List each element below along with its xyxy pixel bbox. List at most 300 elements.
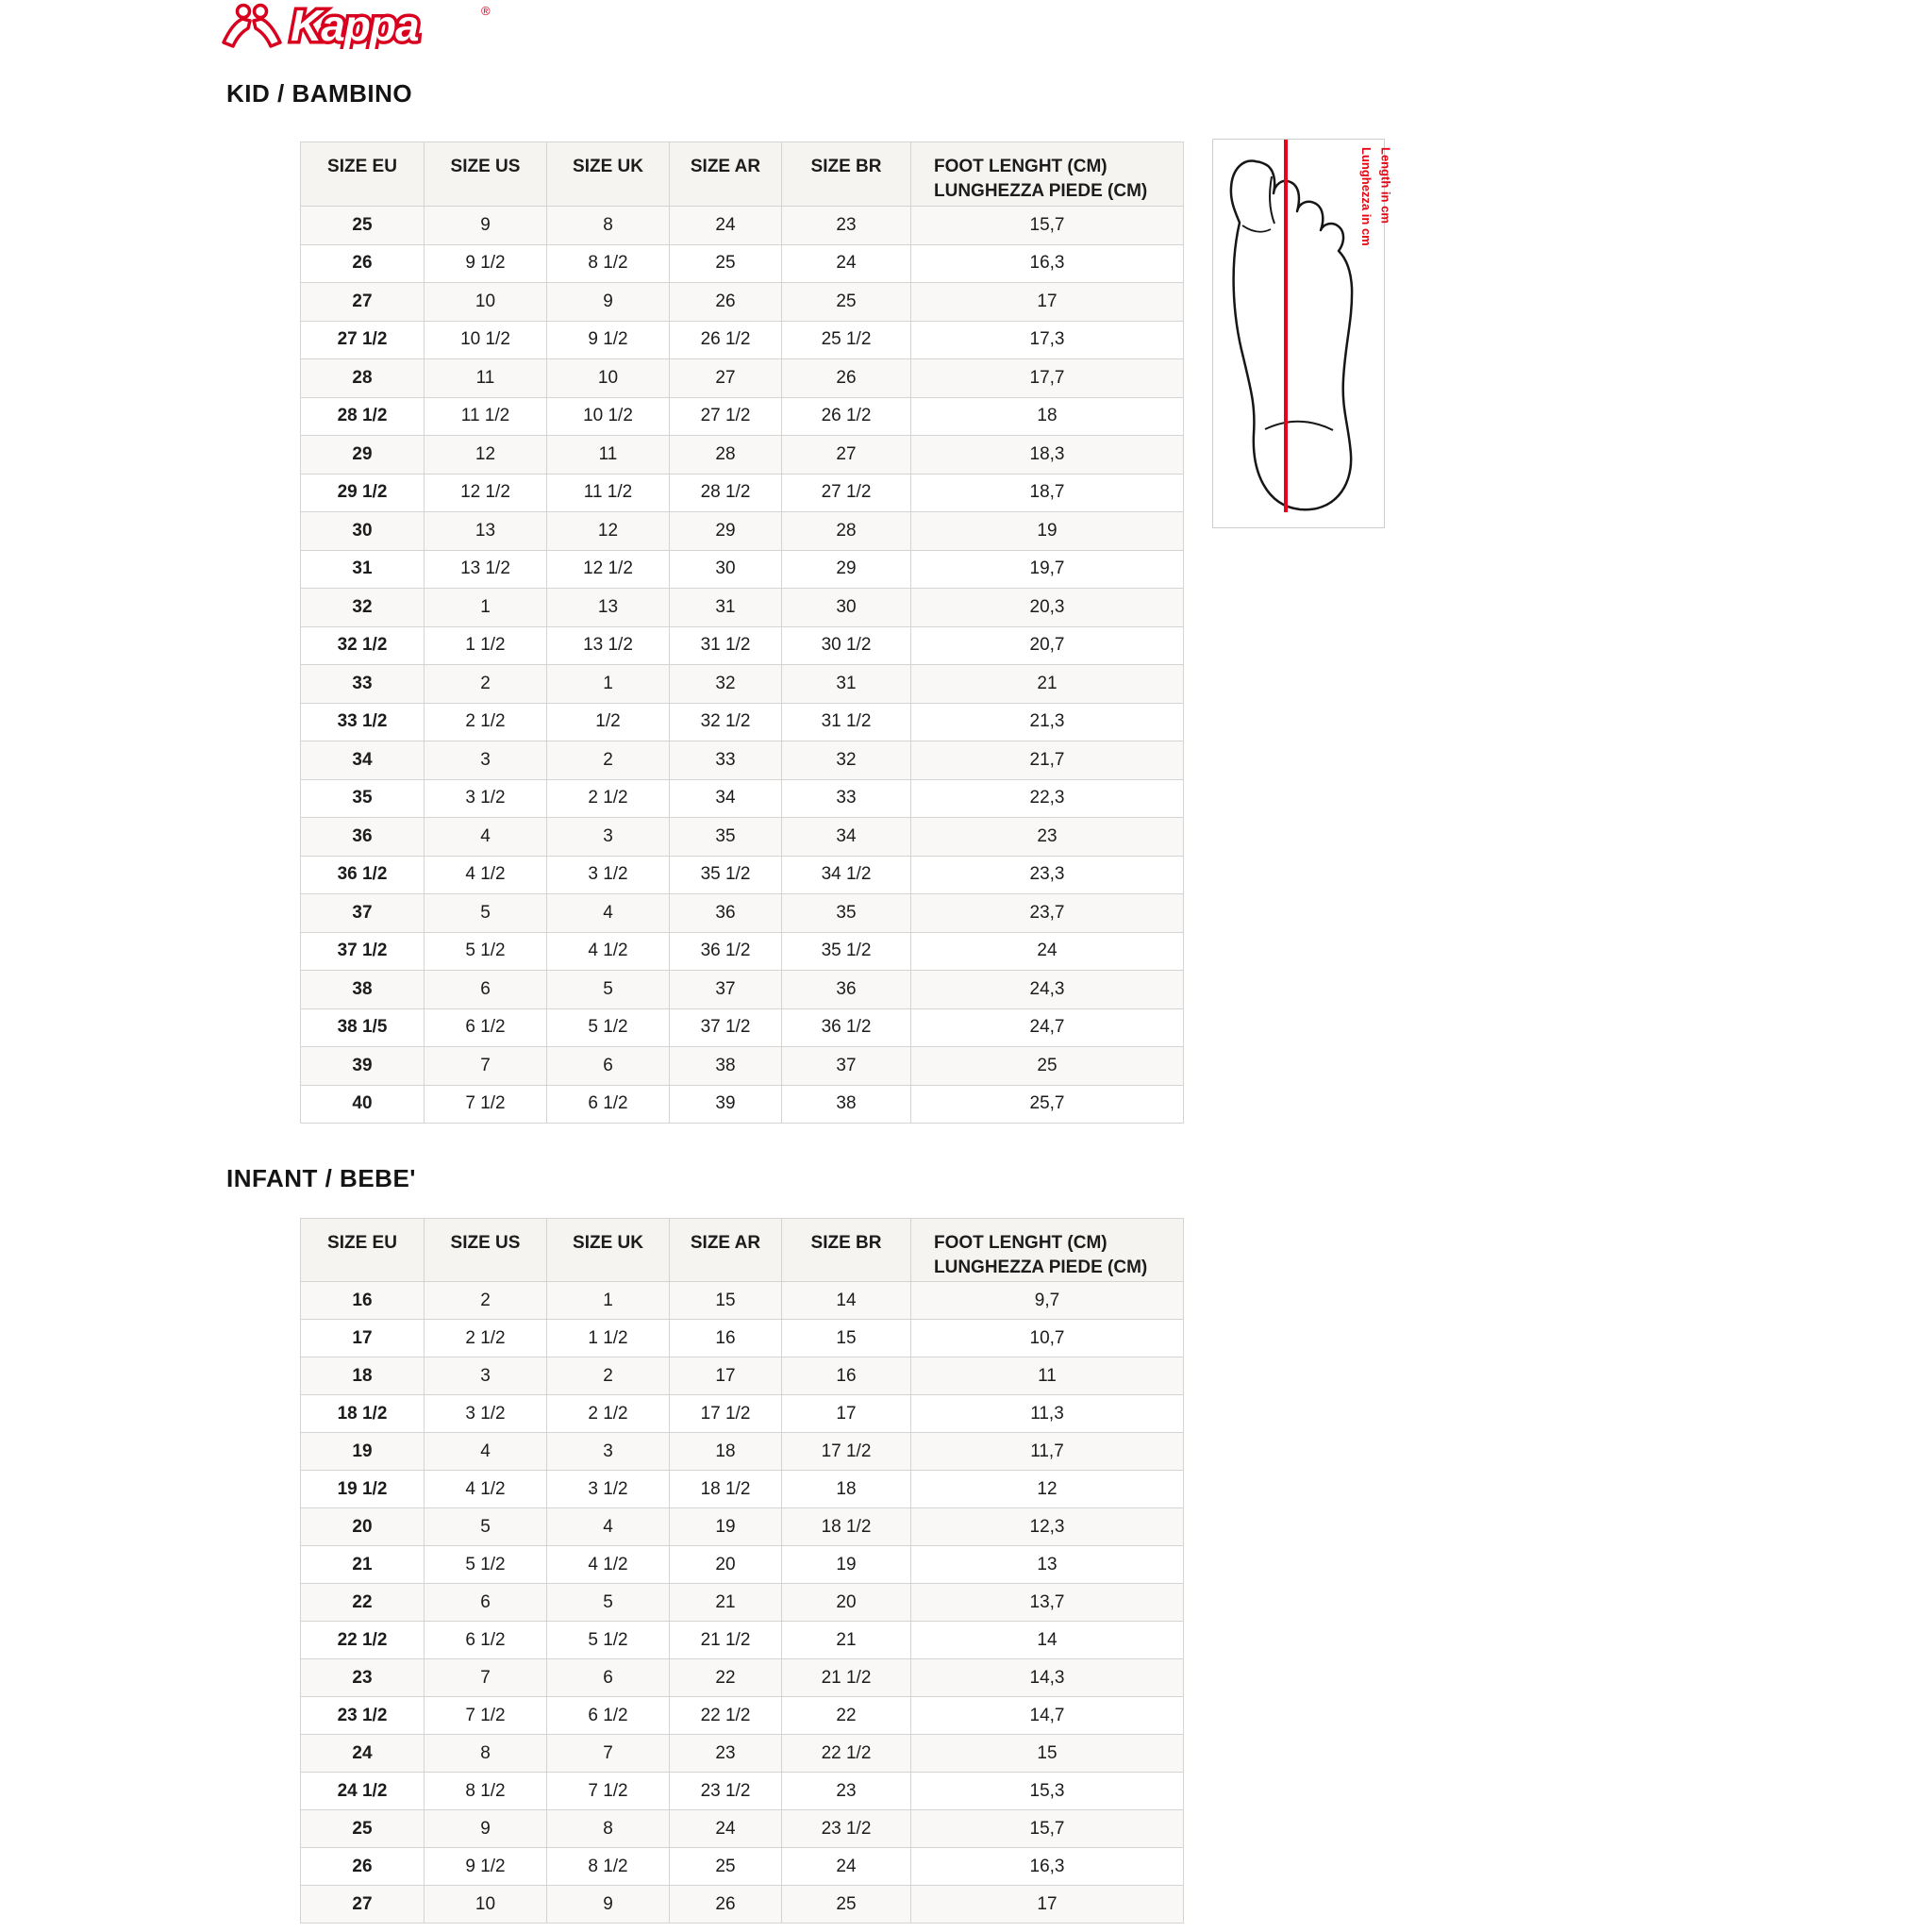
foot-length-cell: 20,3 (911, 589, 1184, 627)
size-ar-cell: 24 (670, 1810, 782, 1848)
size-us-cell: 9 (425, 207, 547, 245)
col-header-size-ar: SIZE AR (670, 142, 782, 207)
size-ar-cell: 22 (670, 1659, 782, 1697)
foot-length-cell: 15 (911, 1735, 1184, 1773)
size-br-cell: 27 (782, 436, 911, 475)
size-br-cell: 16 (782, 1357, 911, 1395)
size-uk-cell: 2 1/2 (547, 1395, 670, 1433)
size-us-cell: 8 (425, 1735, 547, 1773)
table-row (301, 779, 1184, 818)
table-row (301, 436, 1184, 475)
size-uk-cell: 13 (547, 589, 670, 627)
foot-length-cell: 14,7 (911, 1697, 1184, 1735)
size-eu-cell: 25 (301, 207, 425, 245)
size-ar-cell: 30 (670, 550, 782, 589)
size-uk-cell: 13 1/2 (547, 626, 670, 665)
size-br-cell: 17 1/2 (782, 1433, 911, 1471)
size-eu-cell: 27 1/2 (301, 321, 425, 359)
size-eu-cell: 33 (301, 665, 425, 704)
table-row (301, 359, 1184, 398)
foot-length-cell: 12,3 (911, 1508, 1184, 1546)
table-row (301, 1395, 1184, 1433)
size-ar-cell: 32 1/2 (670, 703, 782, 741)
table-row (301, 512, 1184, 551)
size-ar-cell: 25 (670, 244, 782, 283)
size-ar-cell: 21 1/2 (670, 1622, 782, 1659)
size-br-cell: 21 1/2 (782, 1659, 911, 1697)
size-us-cell: 1 (425, 589, 547, 627)
table-row (301, 1584, 1184, 1622)
size-ar-cell: 18 1/2 (670, 1471, 782, 1508)
size-eu-cell: 32 1/2 (301, 626, 425, 665)
size-ar-cell: 27 (670, 359, 782, 398)
foot-length-cell: 17,7 (911, 359, 1184, 398)
size-us-cell: 1 1/2 (425, 626, 547, 665)
size-us-cell: 2 1/2 (425, 1320, 547, 1357)
size-eu-cell: 26 (301, 1848, 425, 1886)
foot-length-cell: 11,3 (911, 1395, 1184, 1433)
size-eu-cell: 32 (301, 589, 425, 627)
size-eu-cell: 16 (301, 1282, 425, 1320)
foot-length-cell: 25 (911, 1047, 1184, 1086)
size-us-cell: 6 (425, 1584, 547, 1622)
foot-length-cell: 20,7 (911, 626, 1184, 665)
size-us-cell: 11 1/2 (425, 397, 547, 436)
infant-size-table (300, 1218, 1184, 1924)
size-ar-cell: 23 1/2 (670, 1773, 782, 1810)
size-eu-cell: 20 (301, 1508, 425, 1546)
size-us-cell: 2 (425, 665, 547, 704)
size-eu-cell: 37 (301, 894, 425, 933)
table-row (301, 1085, 1184, 1124)
size-ar-cell: 28 1/2 (670, 474, 782, 512)
size-eu-cell: 27 (301, 283, 425, 322)
size-br-cell: 22 (782, 1697, 911, 1735)
size-uk-cell: 9 (547, 283, 670, 322)
foot-length-cell: 13 (911, 1546, 1184, 1584)
size-ar-cell: 24 (670, 207, 782, 245)
size-ar-cell: 22 1/2 (670, 1697, 782, 1735)
col-header-size-uk: SIZE UK (547, 142, 670, 207)
size-uk-cell: 10 1/2 (547, 397, 670, 436)
size-us-cell: 9 (425, 1810, 547, 1848)
kappa-logo (221, 2, 504, 54)
size-eu-cell: 37 1/2 (301, 932, 425, 971)
size-br-cell: 26 1/2 (782, 397, 911, 436)
size-us-cell: 7 1/2 (425, 1085, 547, 1124)
size-br-cell: 20 (782, 1584, 911, 1622)
foot-length-cell: 17,3 (911, 321, 1184, 359)
size-us-cell: 2 1/2 (425, 703, 547, 741)
length-label-it: Lunghezza in cm (1359, 147, 1374, 246)
foot-length-cell: 22,3 (911, 779, 1184, 818)
table-row (301, 1282, 1184, 1320)
size-eu-cell: 39 (301, 1047, 425, 1086)
size-br-cell: 31 (782, 665, 911, 704)
col-header-foot-length (911, 142, 1184, 207)
foot-length-cell: 14 (911, 1622, 1184, 1659)
size-br-cell: 15 (782, 1320, 911, 1357)
size-ar-cell: 35 (670, 818, 782, 857)
size-uk-cell: 11 1/2 (547, 474, 670, 512)
table-row (301, 626, 1184, 665)
table-row (301, 703, 1184, 741)
table-row (301, 1357, 1184, 1395)
size-us-cell: 4 1/2 (425, 856, 547, 894)
foot-length-cell: 12 (911, 1471, 1184, 1508)
size-eu-cell: 24 1/2 (301, 1773, 425, 1810)
col-header-size-us: SIZE US (425, 142, 547, 207)
table-row (301, 1622, 1184, 1659)
foot-length-cell: 23,7 (911, 894, 1184, 933)
table-row (301, 550, 1184, 589)
kappa-wordmark: Kappa (291, 2, 419, 49)
table-row (301, 1008, 1184, 1047)
size-uk-cell: 2 (547, 1357, 670, 1395)
size-eu-cell: 34 (301, 741, 425, 780)
foot-length-cell: 19 (911, 512, 1184, 551)
foot-length-cell: 15,7 (911, 207, 1184, 245)
size-eu-cell: 38 (301, 971, 425, 1009)
size-uk-cell: 1 (547, 665, 670, 704)
size-ar-cell: 15 (670, 1282, 782, 1320)
size-us-cell: 12 1/2 (425, 474, 547, 512)
size-eu-cell: 23 (301, 1659, 425, 1697)
size-ar-cell: 19 (670, 1508, 782, 1546)
size-eu-cell: 36 (301, 818, 425, 857)
table-row (301, 1697, 1184, 1735)
infant-header-row (301, 1219, 1184, 1282)
size-eu-cell: 30 (301, 512, 425, 551)
size-uk-cell: 1 1/2 (547, 1320, 670, 1357)
size-eu-cell: 28 1/2 (301, 397, 425, 436)
size-us-cell: 11 (425, 359, 547, 398)
size-br-cell: 22 1/2 (782, 1735, 911, 1773)
foot-length-cell: 16,3 (911, 1848, 1184, 1886)
foot-length-cell: 14,3 (911, 1659, 1184, 1697)
size-uk-cell: 3 (547, 818, 670, 857)
size-eu-cell: 17 (301, 1320, 425, 1357)
size-uk-cell: 5 1/2 (547, 1622, 670, 1659)
table-row (301, 1471, 1184, 1508)
table-row (301, 741, 1184, 780)
size-uk-cell: 5 1/2 (547, 1008, 670, 1047)
size-eu-cell: 27 (301, 1886, 425, 1924)
size-eu-cell: 22 1/2 (301, 1622, 425, 1659)
size-eu-cell: 23 1/2 (301, 1697, 425, 1735)
size-us-cell: 6 (425, 971, 547, 1009)
size-ar-cell: 35 1/2 (670, 856, 782, 894)
table-row (301, 321, 1184, 359)
foot-length-cell: 24 (911, 932, 1184, 971)
size-uk-cell: 9 (547, 1886, 670, 1924)
size-br-cell: 36 1/2 (782, 1008, 911, 1047)
size-br-cell: 37 (782, 1047, 911, 1086)
table-row (301, 1508, 1184, 1546)
kappa-omini-icon (224, 6, 280, 47)
foot-length-cell: 13,7 (911, 1584, 1184, 1622)
size-us-cell: 10 1/2 (425, 321, 547, 359)
foot-length-cell: 25,7 (911, 1085, 1184, 1124)
size-uk-cell: 1/2 (547, 703, 670, 741)
size-eu-cell: 26 (301, 244, 425, 283)
foot-length-cell: 11 (911, 1357, 1184, 1395)
size-br-cell: 38 (782, 1085, 911, 1124)
registered-mark: ® (481, 4, 491, 18)
table-row (301, 932, 1184, 971)
foot-header-line2: LUNGHEZZA PIEDE (CM) (934, 1257, 1148, 1277)
size-br-cell: 24 (782, 244, 911, 283)
size-us-cell: 5 (425, 894, 547, 933)
size-uk-cell: 4 (547, 894, 670, 933)
foot-length-cell: 21,7 (911, 741, 1184, 780)
size-eu-cell: 29 1/2 (301, 474, 425, 512)
size-ar-cell: 29 (670, 512, 782, 551)
col-header-size-br: SIZE BR (782, 1219, 911, 1282)
size-eu-cell: 18 1/2 (301, 1395, 425, 1433)
size-uk-cell: 8 1/2 (547, 244, 670, 283)
size-ar-cell: 26 (670, 1886, 782, 1924)
foot-length-cell: 9,7 (911, 1282, 1184, 1320)
size-ar-cell: 20 (670, 1546, 782, 1584)
size-us-cell: 5 1/2 (425, 932, 547, 971)
size-br-cell: 18 1/2 (782, 1508, 911, 1546)
table-row (301, 207, 1184, 245)
size-ar-cell: 27 1/2 (670, 397, 782, 436)
foot-length-cell: 23,3 (911, 856, 1184, 894)
table-row (301, 665, 1184, 704)
size-ar-cell: 25 (670, 1848, 782, 1886)
size-ar-cell: 28 (670, 436, 782, 475)
size-br-cell: 14 (782, 1282, 911, 1320)
size-us-cell: 6 1/2 (425, 1008, 547, 1047)
size-br-cell: 30 1/2 (782, 626, 911, 665)
size-us-cell: 12 (425, 436, 547, 475)
size-eu-cell: 38 1/5 (301, 1008, 425, 1047)
size-uk-cell: 8 1/2 (547, 1848, 670, 1886)
size-uk-cell: 3 1/2 (547, 856, 670, 894)
table-row (301, 244, 1184, 283)
foot-length-cell: 21 (911, 665, 1184, 704)
size-uk-cell: 6 1/2 (547, 1697, 670, 1735)
size-br-cell: 35 1/2 (782, 932, 911, 971)
size-uk-cell: 4 (547, 1508, 670, 1546)
table-row (301, 1659, 1184, 1697)
kid-section-title: KID / BAMBINO (226, 79, 413, 108)
foot-length-cell: 11,7 (911, 1433, 1184, 1471)
size-ar-cell: 37 1/2 (670, 1008, 782, 1047)
size-uk-cell: 8 (547, 207, 670, 245)
foot-header-line1: FOOT LENGHT (CM) (934, 1233, 1108, 1253)
table-row (301, 1320, 1184, 1357)
size-us-cell: 3 1/2 (425, 779, 547, 818)
size-us-cell: 4 (425, 818, 547, 857)
size-us-cell: 9 1/2 (425, 244, 547, 283)
size-ar-cell: 37 (670, 971, 782, 1009)
size-br-cell: 23 1/2 (782, 1810, 911, 1848)
size-eu-cell: 19 (301, 1433, 425, 1471)
size-ar-cell: 34 (670, 779, 782, 818)
size-ar-cell: 31 (670, 589, 782, 627)
size-br-cell: 30 (782, 589, 911, 627)
foot-header-line2: LUNGHEZZA PIEDE (CM) (934, 181, 1148, 201)
col-header-size-eu: SIZE EU (301, 142, 425, 207)
table-row (301, 589, 1184, 627)
size-eu-cell: 33 1/2 (301, 703, 425, 741)
size-uk-cell: 5 (547, 971, 670, 1009)
size-ar-cell: 16 (670, 1320, 782, 1357)
size-ar-cell: 18 (670, 1433, 782, 1471)
size-eu-cell: 31 (301, 550, 425, 589)
size-uk-cell: 5 (547, 1584, 670, 1622)
table-row (301, 1047, 1184, 1086)
size-ar-cell: 39 (670, 1085, 782, 1124)
size-uk-cell: 3 1/2 (547, 1471, 670, 1508)
foot-length-cell: 17 (911, 1886, 1184, 1924)
size-uk-cell: 3 (547, 1433, 670, 1471)
size-br-cell: 36 (782, 971, 911, 1009)
size-eu-cell: 24 (301, 1735, 425, 1773)
infant-section-title: INFANT / BEBE' (226, 1164, 416, 1192)
size-us-cell: 13 1/2 (425, 550, 547, 589)
table-row (301, 283, 1184, 322)
col-header-size-eu: SIZE EU (301, 1219, 425, 1282)
size-us-cell: 9 1/2 (425, 1848, 547, 1886)
size-us-cell: 7 1/2 (425, 1697, 547, 1735)
foot-length-cell: 15,3 (911, 1773, 1184, 1810)
table-row (301, 1810, 1184, 1848)
col-header-foot-length (911, 1219, 1184, 1282)
table-row (301, 1546, 1184, 1584)
size-us-cell: 7 (425, 1047, 547, 1086)
size-us-cell: 3 (425, 1357, 547, 1395)
table-row (301, 474, 1184, 512)
size-br-cell: 35 (782, 894, 911, 933)
size-uk-cell: 2 (547, 741, 670, 780)
size-br-cell: 28 (782, 512, 911, 551)
size-ar-cell: 32 (670, 665, 782, 704)
col-header-size-ar: SIZE AR (670, 1219, 782, 1282)
size-br-cell: 31 1/2 (782, 703, 911, 741)
size-ar-cell: 23 (670, 1735, 782, 1773)
foot-length-cell: 24,7 (911, 1008, 1184, 1047)
col-header-size-br: SIZE BR (782, 142, 911, 207)
size-ar-cell: 31 1/2 (670, 626, 782, 665)
table-row (301, 1433, 1184, 1471)
size-uk-cell: 6 (547, 1659, 670, 1697)
size-uk-cell: 4 1/2 (547, 932, 670, 971)
size-uk-cell: 6 (547, 1047, 670, 1086)
size-uk-cell: 1 (547, 1282, 670, 1320)
kid-header-row (301, 142, 1184, 207)
size-us-cell: 8 1/2 (425, 1773, 547, 1810)
size-us-cell: 3 1/2 (425, 1395, 547, 1433)
size-eu-cell: 36 1/2 (301, 856, 425, 894)
size-uk-cell: 10 (547, 359, 670, 398)
size-br-cell: 34 1/2 (782, 856, 911, 894)
size-uk-cell: 7 1/2 (547, 1773, 670, 1810)
size-uk-cell: 8 (547, 1810, 670, 1848)
size-br-cell: 21 (782, 1622, 911, 1659)
size-us-cell: 10 (425, 1886, 547, 1924)
col-header-size-uk: SIZE UK (547, 1219, 670, 1282)
size-ar-cell: 36 (670, 894, 782, 933)
foot-length-cell: 16,3 (911, 244, 1184, 283)
kappa-logo-graphic (221, 2, 504, 49)
size-br-cell: 25 1/2 (782, 321, 911, 359)
foot-length-cell: 18,3 (911, 436, 1184, 475)
size-eu-cell: 22 (301, 1584, 425, 1622)
size-eu-cell: 28 (301, 359, 425, 398)
size-us-cell: 4 (425, 1433, 547, 1471)
size-ar-cell: 38 (670, 1047, 782, 1086)
size-us-cell: 13 (425, 512, 547, 551)
size-br-cell: 23 (782, 207, 911, 245)
size-eu-cell: 29 (301, 436, 425, 475)
foot-length-labels (1357, 147, 1394, 411)
table-row (301, 1848, 1184, 1886)
size-br-cell: 25 (782, 1886, 911, 1924)
table-row (301, 971, 1184, 1009)
size-br-cell: 18 (782, 1471, 911, 1508)
size-ar-cell: 26 (670, 283, 782, 322)
size-us-cell: 6 1/2 (425, 1622, 547, 1659)
length-label-en: Length in cm (1378, 147, 1393, 224)
table-row (301, 856, 1184, 894)
size-us-cell: 5 1/2 (425, 1546, 547, 1584)
size-uk-cell: 6 1/2 (547, 1085, 670, 1124)
size-br-cell: 32 (782, 741, 911, 780)
foot-length-cell: 18 (911, 397, 1184, 436)
size-uk-cell: 12 (547, 512, 670, 551)
size-br-cell: 34 (782, 818, 911, 857)
size-br-cell: 17 (782, 1395, 911, 1433)
size-br-cell: 26 (782, 359, 911, 398)
size-br-cell: 23 (782, 1773, 911, 1810)
size-ar-cell: 17 (670, 1357, 782, 1395)
size-br-cell: 29 (782, 550, 911, 589)
size-eu-cell: 21 (301, 1546, 425, 1584)
size-br-cell: 27 1/2 (782, 474, 911, 512)
size-ar-cell: 21 (670, 1584, 782, 1622)
size-eu-cell: 25 (301, 1810, 425, 1848)
size-br-cell: 25 (782, 283, 911, 322)
foot-length-cell: 17 (911, 283, 1184, 322)
table-row (301, 818, 1184, 857)
size-eu-cell: 18 (301, 1357, 425, 1395)
foot-length-cell: 19,7 (911, 550, 1184, 589)
table-row (301, 1773, 1184, 1810)
foot-length-cell: 10,7 (911, 1320, 1184, 1357)
table-row (301, 397, 1184, 436)
foot-length-cell: 23 (911, 818, 1184, 857)
size-us-cell: 4 1/2 (425, 1471, 547, 1508)
size-ar-cell: 33 (670, 741, 782, 780)
size-eu-cell: 40 (301, 1085, 425, 1124)
size-br-cell: 33 (782, 779, 911, 818)
size-us-cell: 2 (425, 1282, 547, 1320)
size-us-cell: 10 (425, 283, 547, 322)
foot-length-cell: 15,7 (911, 1810, 1184, 1848)
size-eu-cell: 19 1/2 (301, 1471, 425, 1508)
size-uk-cell: 12 1/2 (547, 550, 670, 589)
size-uk-cell: 7 (547, 1735, 670, 1773)
size-ar-cell: 36 1/2 (670, 932, 782, 971)
kid-size-table (300, 142, 1184, 1124)
size-us-cell: 5 (425, 1508, 547, 1546)
table-row (301, 1886, 1184, 1924)
size-uk-cell: 11 (547, 436, 670, 475)
